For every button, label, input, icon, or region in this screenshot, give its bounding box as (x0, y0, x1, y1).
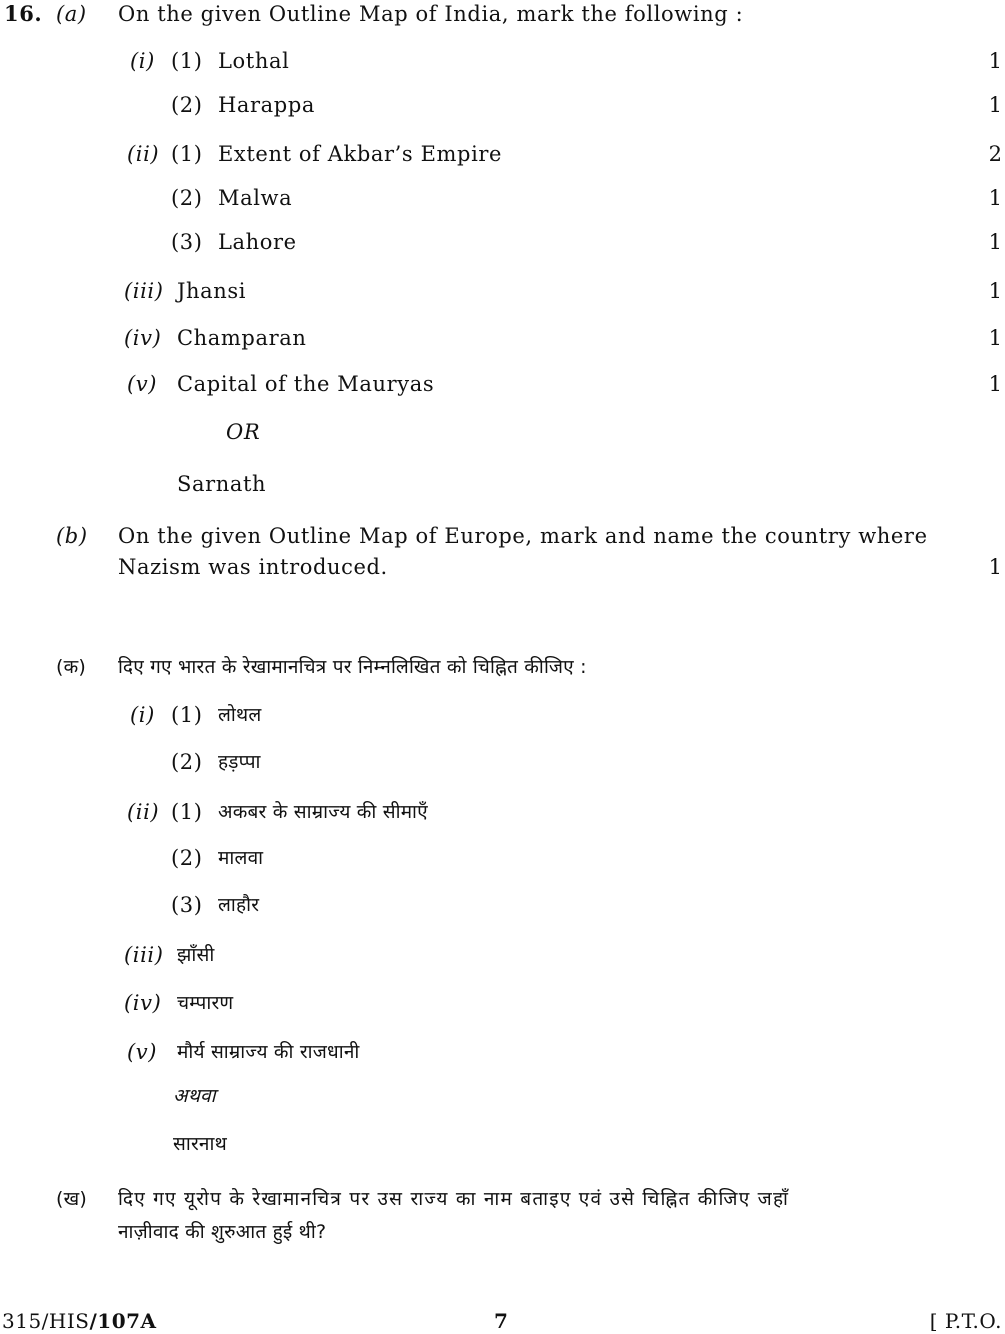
part-b-line1: On the given Outline Map of Europe, mark and name the country where (118, 524, 928, 548)
hindi-part-b-line2: नाज़ीवाद की शुरुआत हुई थी? (118, 1221, 327, 1243)
item-text: मालवा (218, 847, 264, 869)
item-text: Jhansi (177, 279, 247, 303)
item-marks: 1 (988, 326, 1002, 350)
item-text: Harappa (218, 93, 315, 117)
part-a-label: (a) (56, 2, 87, 26)
item-text: अकबर के साम्राज्य की सीमाएँ (218, 801, 428, 823)
hindi-part-a-label: (क) (56, 656, 87, 678)
item-roman: (iv) (124, 326, 162, 350)
item-marks: 1 (988, 186, 1002, 210)
item-text: चम्पारण (177, 992, 234, 1014)
item-roman: (ii) (127, 800, 160, 824)
paper-code-suffix: /107A (89, 1309, 157, 1333)
hindi-alternative-item: सारनाथ (173, 1133, 227, 1155)
hindi-part-b-line1: दिए गए यूरोप के रेखामानचित्र पर उस राज्य का नाम बताइए एवं उसे चिह्नित कीजिए जहाँ (118, 1188, 790, 1210)
item-text: मौर्य साम्राज्य की राजधानी (177, 1041, 360, 1063)
item-marks: 1 (988, 372, 1002, 396)
item-number: (2) (171, 186, 203, 210)
item-roman: (v) (127, 372, 158, 396)
item-number: (2) (171, 846, 203, 870)
item-number: (2) (171, 750, 203, 774)
page-number: 7 (494, 1309, 509, 1333)
item-number: (3) (171, 893, 203, 917)
item-roman: (iii) (124, 279, 164, 303)
item-text: हड़प्पा (218, 751, 261, 773)
item-marks: 1 (988, 93, 1002, 117)
item-text: झाँसी (177, 944, 215, 966)
question-number: 16. (4, 1, 43, 26)
item-text: लाहौर (218, 894, 260, 916)
part-b-marks: 1 (988, 555, 1002, 579)
alternative-item: Sarnath (177, 472, 267, 496)
item-text: Lahore (218, 230, 297, 254)
hindi-part-b-label: (ख) (56, 1188, 87, 1210)
item-number: (3) (171, 230, 203, 254)
or-separator: OR (226, 420, 261, 444)
hindi-or-separator: अथवा (173, 1085, 216, 1107)
item-text: लोथल (218, 704, 262, 726)
paper-code (2, 1308, 157, 1334)
item-marks: 1 (988, 230, 1002, 254)
hindi-part-a-instruction: दिए गए भारत के रेखामानचित्र पर निम्नलिखित को चिह्नित कीजिए : (118, 656, 587, 678)
item-roman: (ii) (127, 142, 160, 166)
part-b-line2: Nazism was introduced. (118, 555, 388, 579)
item-number: (1) (171, 142, 203, 166)
please-turn-over: [ P.T.O. (929, 1309, 1002, 1333)
item-roman: (v) (127, 1040, 158, 1064)
item-marks: 1 (988, 279, 1002, 303)
item-marks: 1 (988, 49, 1002, 73)
item-text: Extent of Akbar’s Empire (218, 142, 503, 166)
item-roman: (i) (130, 49, 155, 73)
item-marks: 2 (988, 142, 1002, 166)
item-number: (1) (171, 800, 203, 824)
paper-code-prefix: 315/HIS (2, 1309, 90, 1333)
item-text: Lothal (218, 49, 290, 73)
item-text: Malwa (218, 186, 293, 210)
item-number: (1) (171, 703, 203, 727)
item-number: (2) (171, 93, 203, 117)
item-text: Capital of the Mauryas (177, 372, 435, 396)
part-a-instruction: On the given Outline Map of India, mark the following : (118, 2, 744, 26)
item-roman: (i) (130, 703, 155, 727)
item-number: (1) (171, 49, 203, 73)
part-b-label: (b) (56, 524, 88, 548)
item-text: Champaran (177, 326, 307, 350)
item-roman: (iii) (124, 943, 164, 967)
item-roman: (iv) (124, 991, 162, 1015)
